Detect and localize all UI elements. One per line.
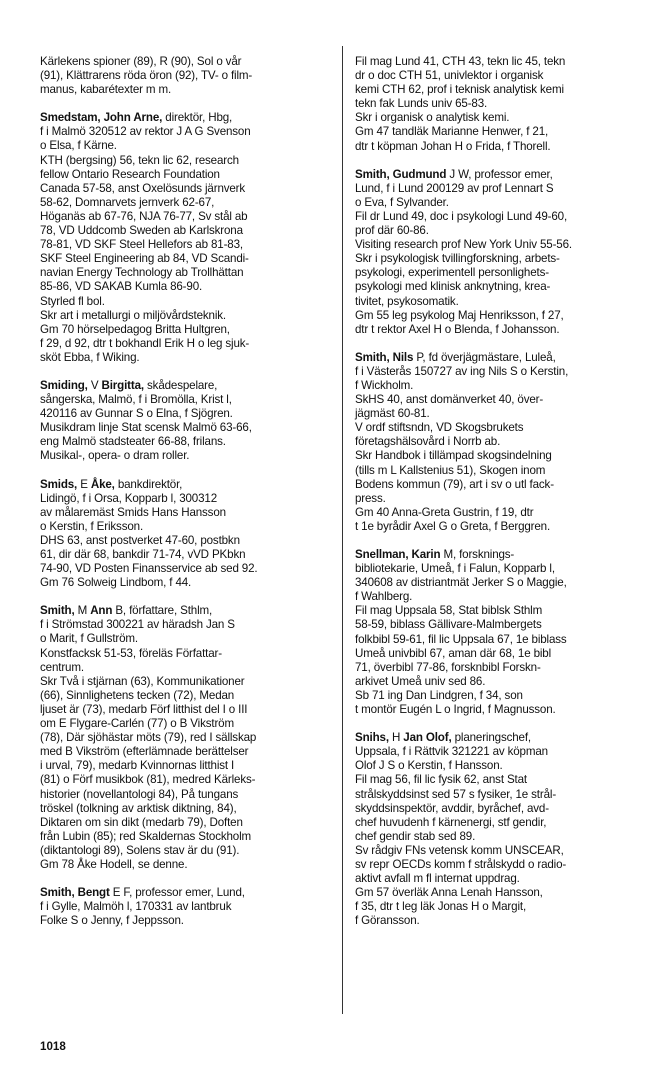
text-line: [355, 449, 651, 463]
entry-text: Gm 40 Anna-Greta Gustrin, f 19, dtr: [355, 505, 534, 519]
text-line: [355, 224, 651, 238]
entry-name: Smiding,: [40, 378, 88, 392]
entry-text: av målaremäst Smids Hans Hansson: [40, 505, 226, 519]
text-line: [40, 154, 332, 168]
entry-text: V ordf stiftsndn, VD Skogsbrukets: [355, 421, 524, 435]
page-number: 1018: [40, 1040, 66, 1053]
entry-text: Gm 76 Solweig Lindbom, f 44.: [40, 576, 192, 590]
text-line: [40, 604, 332, 618]
entry-text: skyddsinspektör, avddir, byråchef, avd-: [355, 801, 549, 815]
text-line: [355, 689, 651, 703]
entry-text: arkivet Umeå univ sed 86.: [355, 674, 486, 688]
entry-text: dr o doc CTH 51, univlektor i organisk: [355, 69, 544, 83]
entry-text: sköt Ebba, f Wiking.: [40, 350, 140, 364]
entry-text: Gm 57 överläk Anna Lenah Hansson,: [355, 886, 543, 900]
text-line: [40, 323, 332, 337]
text-line: [355, 633, 651, 647]
entry-text: (66), Sinnlighetens tecken (72), Medan: [40, 688, 235, 702]
entry-text: Musikdram linje Stat scensk Malmö 63-66,: [40, 421, 252, 435]
entry-text: Diktaren om sin dikt (medarb 79), Doften: [40, 815, 243, 829]
entry-text: centrum.: [40, 660, 84, 674]
entry-text: Skr Två i stjärnan (63), Kommunikationer: [40, 674, 245, 688]
entry-text: Konstfacksk 51-53, föreläs Författar-: [40, 646, 222, 660]
entry-text: sv repr OECDs komm f strålskydd o radio-: [355, 857, 567, 871]
text-line: [355, 590, 651, 604]
entry-text: press.: [355, 491, 386, 505]
text-line: [40, 788, 332, 802]
text-line: [355, 421, 651, 435]
entry-name: Snellman, Karin: [355, 548, 441, 561]
entry-text: tekn fak Lunds univ 65-83.: [355, 97, 488, 111]
entry-text: kemi CTH 62, prof i teknisk analytisk kemi: [355, 83, 564, 97]
text-line: [355, 140, 651, 154]
text-line: [40, 210, 332, 224]
entry-name: Smith,: [40, 604, 75, 618]
entry-text: fellow Ontario Research Foundation: [40, 167, 220, 181]
text-line: [40, 139, 332, 153]
biography-entry: [40, 478, 332, 591]
entry-text: Uppsala, f i Rättvik 321221 av köpman: [355, 745, 548, 759]
entry-text: tröskel (tolkning av arktisk diktning, 84),: [40, 801, 237, 815]
text-line: [40, 717, 332, 731]
entry-text: SkHS 40, anst domänverket 40, över-: [355, 393, 544, 407]
text-line: [355, 675, 651, 689]
entry-text: Canada 57-58, anst Oxelösunds järnverk: [40, 181, 246, 195]
text-line: [40, 224, 332, 238]
biography-entry: [355, 55, 651, 154]
entry-text: Musikal-, opera- o dram roller.: [40, 449, 190, 463]
biography-entry: [40, 55, 332, 97]
text-line: [40, 632, 332, 646]
text-line: [40, 69, 332, 83]
entry-text: DHS 63, anst postverket 47-60, postbkn: [40, 533, 240, 547]
text-line: [40, 618, 332, 632]
entry-text: SKF Steel Engineering ab 84, VD Scandi-: [40, 252, 249, 266]
entry-text: planeringschef,: [451, 731, 531, 745]
entry-text: Gm 47 tandläk Marianne Henwer, f 21,: [355, 125, 549, 139]
text-line: [40, 83, 332, 97]
text-line: [40, 886, 332, 900]
entry-text: Umeå univbibl 67, aman där 68, 1e bibl: [355, 646, 552, 660]
entry-name: Smith, Bengt: [40, 886, 110, 900]
text-line: [355, 802, 651, 816]
entry-text: psykologi, experimentell personlighets-: [355, 266, 549, 280]
text-line: [355, 351, 651, 365]
text-line: [40, 647, 332, 661]
text-line: [40, 337, 332, 351]
entry-text: E F, professor emer, Lund,: [109, 886, 245, 900]
text-line: [40, 125, 332, 139]
text-line: [40, 703, 332, 717]
text-line: [355, 703, 651, 717]
entry-text: 85-86, VD SAKAB Kumla 86-90.: [40, 280, 203, 294]
text-line: [40, 492, 332, 506]
entry-text: B, författare, Sthlm,: [112, 604, 213, 618]
entry-text: (91), Klättrarens röda öron (92), TV- o film-: [40, 69, 253, 83]
text-line: [355, 111, 651, 125]
entry-name: Smids,: [40, 477, 78, 491]
left-column: [40, 55, 332, 942]
entry-text: t 1e byrådir Axel G o Greta, f Berggren.: [355, 519, 551, 533]
text-line: [40, 830, 332, 844]
text-line: [355, 618, 651, 632]
biography-entry: [40, 111, 332, 365]
text-line: [40, 844, 332, 858]
entry-text: Sb 71 ing Dan Lindgren, f 34, son: [355, 688, 523, 702]
entry-text: t montör Eugén L o Ingrid, f Magnusson.: [355, 703, 556, 717]
entry-text: Fil mag 56, fil lic fysik 62, anst Stat: [355, 773, 527, 787]
text-line: [355, 604, 651, 618]
entry-text: Lidingö, f i Orsa, Kopparb l, 300312: [40, 491, 217, 505]
text-line: [355, 125, 651, 139]
entry-text: f 29, d 92, dtr t bokhandl Erik H o leg sjuk-: [40, 336, 250, 350]
entry-text: Skr i psykologisk tvillingforskning, arbets-: [355, 252, 560, 266]
entry-text: eng Malmö stadsteater 66-88, frilans.: [40, 435, 226, 449]
entry-text: 58-62, Domnarvets jernverk 62-67,: [40, 195, 215, 209]
biography-entry: [40, 604, 332, 872]
entry-text: Gm 70 hörselpedagog Britta Hultgren,: [40, 322, 230, 336]
entry-text: f i Malmö 320512 av rektor J A G Svenson: [40, 125, 251, 139]
entry-text: Olof J S o Kerstin, f Hansson.: [355, 759, 503, 773]
entry-text: f i Gylle, Malmöh l, 170331 av lantbruk: [40, 900, 232, 914]
entry-text: Skr i organisk o analytisk kemi.: [355, 111, 510, 125]
entry-text: folkbibl 59-61, fil lic Uppsala 67, 1e biblass: [355, 632, 567, 646]
text-line: [355, 69, 651, 83]
entry-text: Gm 78 Åke Hodell, se denne.: [40, 857, 188, 871]
text-line: [355, 407, 651, 421]
entry-text: med B Vikström (efterlämnade berättelser: [40, 745, 249, 759]
entry-text: bankdirektör,: [114, 477, 183, 491]
text-line: [355, 731, 651, 745]
text-line: [355, 196, 651, 210]
entry-text: Sv rådgiv FNs vetensk komm UNSCEAR,: [355, 843, 564, 857]
text-line: [40, 745, 332, 759]
entry-text: Skr Handbok i tillämpad skogsindelning: [355, 449, 552, 463]
entry-text: chef gendir stab sed 89.: [355, 829, 476, 843]
text-line: [40, 520, 332, 534]
entry-text: Gm 55 leg psykolog Maj Henriksson, f 27,: [355, 308, 564, 322]
text-line: [40, 280, 332, 294]
text-line: [40, 393, 332, 407]
biography-entry: [355, 168, 651, 337]
text-line: [355, 97, 651, 111]
entry-text: manus, kabarétexter m m.: [40, 83, 172, 97]
entry-text: Fil dr Lund 49, doc i psykologi Lund 49-60,: [355, 209, 568, 223]
entry-text: f i Västerås 150727 av ing Nils S o Kerstin,: [355, 364, 569, 378]
text-line: [40, 731, 332, 745]
text-line: [355, 830, 651, 844]
text-line: [355, 900, 651, 914]
text-line: [355, 858, 651, 872]
entry-text: Fil mag Lund 41, CTH 43, tekn lic 45, tekn: [355, 55, 566, 68]
entry-text: Folke S o Jenny, f Jeppsson.: [40, 914, 184, 928]
entry-name: Jan Olof,: [403, 731, 452, 745]
entry-text: chef huvudenh f kärnenergi, stf gendir,: [355, 815, 547, 829]
text-line: [355, 238, 651, 252]
biography-entry: [40, 379, 332, 464]
text-line: [355, 365, 651, 379]
entry-text: jägmäst 60-81.: [355, 407, 430, 421]
text-line: [355, 506, 651, 520]
text-line: [355, 562, 651, 576]
entry-text: o Eva, f Sylvander.: [355, 195, 449, 209]
text-line: [40, 548, 332, 562]
entry-text: ljuset är (73), medarb Förf litthist del I o III: [40, 702, 248, 716]
entry-name: Smith, Gudmund: [355, 167, 447, 181]
right-column: [355, 55, 651, 942]
entry-name: Snihs,: [355, 731, 389, 745]
entry-text: från Lubin (85); red Skaldernas Stockholm: [40, 829, 252, 843]
text-line: [40, 576, 332, 590]
entry-text: företagshälsovård i Norrb ab.: [355, 435, 501, 449]
text-line: [355, 478, 651, 492]
entry-text: f Göransson.: [355, 914, 420, 928]
entry-text: J W, professor emer,: [446, 167, 553, 181]
entry-text: o Marit, f Gullström.: [40, 632, 138, 646]
entry-text: bibliotekarie, Umeå, f i Falun, Kopparb l,: [355, 562, 555, 576]
text-line: [355, 520, 651, 534]
text-line: [40, 858, 332, 872]
entry-text: i urval, 79), medarb Kvinnornas litthist I: [40, 759, 235, 773]
entry-text: (78), Där sjöhästar möts (79), red I sällskap: [40, 731, 257, 745]
entry-text: dtr t köpman Johan H o Frida, f Thorell.: [355, 139, 551, 153]
entry-text: Höganäs ab 67-76, NJA 76-77, Sv stål ab: [40, 209, 248, 223]
entry-text: direktör, Hbg,: [162, 111, 233, 125]
entry-text: dtr t rektor Axel H o Blenda, f Johansson.: [355, 322, 560, 336]
text-line: [355, 661, 651, 675]
text-line: [40, 675, 332, 689]
text-line: [355, 788, 651, 802]
text-line: [40, 182, 332, 196]
text-line: [40, 421, 332, 435]
entry-text: Kärlekens spioner (89), R (90), Sol o vår: [40, 55, 242, 68]
text-line: [355, 379, 651, 393]
text-line: [355, 83, 651, 97]
text-line: [40, 295, 332, 309]
text-line: [355, 759, 651, 773]
entry-text: E: [77, 477, 91, 491]
entry-text: f 35, dtr t leg läk Jonas H o Margit,: [355, 900, 527, 914]
entry-text: M: [74, 604, 91, 618]
text-line: [40, 759, 332, 773]
text-line: [355, 280, 651, 294]
text-line: [40, 111, 332, 125]
text-line: [40, 689, 332, 703]
entry-text: o Kerstin, f Eriksson.: [40, 519, 144, 533]
entry-text: 61, dir där 68, bankdir 71-74, vVD PKbkn: [40, 548, 246, 561]
text-line: [355, 548, 651, 562]
entry-text: 58-59, biblass Gällivare-Malmbergets: [355, 618, 542, 632]
entry-text: H: [388, 731, 404, 745]
text-line: [355, 816, 651, 830]
text-line: [355, 872, 651, 886]
entry-text: sångerska, Malmö, f i Bromölla, Krist l,: [40, 393, 232, 407]
biography-entry: [355, 731, 651, 928]
entry-name: Birgitta,: [101, 378, 144, 392]
entry-text: om E Flygare-Carlén (77) o B Vikström: [40, 717, 234, 731]
text-line: [40, 196, 332, 210]
text-line: [40, 661, 332, 675]
text-line: [40, 435, 332, 449]
text-line: [355, 252, 651, 266]
entry-text: Lund, f i Lund 200129 av prof Lennart S: [355, 181, 554, 195]
text-line: [355, 844, 651, 858]
entry-text: prof där 60-86.: [355, 224, 429, 238]
text-line: [40, 914, 332, 928]
entry-text: KTH (bergsing) 56, tekn lic 62, research: [40, 153, 239, 167]
entry-text: f Wahlberg.: [355, 590, 413, 604]
entry-text: f Wickholm.: [355, 378, 414, 392]
entry-text: Styrled fl bol.: [40, 294, 105, 308]
text-line: [40, 816, 332, 830]
text-line: [40, 266, 332, 280]
entry-name: Åke,: [90, 477, 115, 491]
text-line: [355, 393, 651, 407]
text-line: [355, 576, 651, 590]
entry-text: 74-90, VD Posten Finansservice ab sed 92.: [40, 562, 258, 576]
entry-text: 78-81, VD SKF Steel Hellefors ab 81-83,: [40, 238, 243, 252]
text-line: [40, 478, 332, 492]
text-line: [355, 886, 651, 900]
text-line: [40, 802, 332, 816]
text-line: [355, 745, 651, 759]
text-line: [355, 295, 651, 309]
text-line: [40, 773, 332, 787]
text-line: [40, 351, 332, 365]
entry-text: skådespelare,: [143, 378, 218, 392]
text-line: [40, 506, 332, 520]
text-line: [40, 379, 332, 393]
entry-text: Bodens kommun (79), art i sv o utl fack-: [355, 477, 554, 491]
text-line: [40, 168, 332, 182]
entry-text: strålskyddsinst sed 57 s fysiker, 1e strål-: [355, 787, 557, 801]
text-line: [40, 562, 332, 576]
text-line: [355, 182, 651, 196]
entry-text: 78, VD Uddcomb Sweden ab Karlskrona: [40, 224, 243, 238]
entry-text: (tills m L Kallstenius 51), Skogen inom: [355, 463, 546, 477]
text-line: [40, 252, 332, 266]
text-line: [40, 900, 332, 914]
entry-text: psykologi med klinisk anknytning, krea-: [355, 280, 551, 294]
entry-text: (diktantologi 89), Solens stav är du (91).: [40, 843, 240, 857]
text-line: [355, 309, 651, 323]
text-line: [355, 210, 651, 224]
text-line: [355, 323, 651, 337]
text-line: [355, 647, 651, 661]
entry-text: navian Energy Technology ab Trollhättan: [40, 266, 244, 280]
entry-text: V: [87, 378, 102, 392]
text-line: [40, 55, 332, 69]
entry-text: M, forsknings-: [440, 548, 515, 561]
text-line: [355, 435, 651, 449]
entry-text: aktivt avfall m fl internat uppdrag.: [355, 872, 520, 886]
text-line: [40, 407, 332, 421]
entry-text: Fil mag Uppsala 58, Stat biblsk Sthlm: [355, 604, 543, 618]
text-line: [355, 464, 651, 478]
biography-entry: [355, 351, 651, 534]
text-line: [355, 266, 651, 280]
text-line: [355, 168, 651, 182]
entry-name: Smith, Nils: [355, 350, 414, 364]
text-line: [355, 492, 651, 506]
text-line: [355, 55, 651, 69]
text-line: [355, 914, 651, 928]
entry-name: Smedstam, John Arne,: [40, 111, 163, 125]
text-line: [40, 238, 332, 252]
entry-text: f i Strömstad 300221 av häradsh Jan S: [40, 618, 235, 632]
entry-text: 420116 av Gunnar S o Elna, f Sjögren.: [40, 407, 233, 421]
text-line: [355, 773, 651, 787]
entry-text: o Elsa, f Kärne.: [40, 139, 117, 153]
entry-text: Skr art i metallurgi o miljövårdsteknik.: [40, 308, 226, 322]
biography-entry: [40, 886, 332, 928]
entry-text: 71, överbibl 77-86, forsknbibl Forskn-: [355, 660, 541, 674]
entry-text: tivitet, psykosomatik.: [355, 294, 459, 308]
entry-text: (81) o Förf musikbok (81), medred Kärleks-: [40, 773, 256, 787]
column-divider: [342, 46, 343, 1014]
entry-text: P, fd överjägmästare, Luleå,: [413, 350, 556, 364]
entry-text: historier (novellantologi 84), På tungans: [40, 787, 239, 801]
entry-text: 340608 av distriantmät Jerker S o Maggie,: [355, 576, 567, 590]
biography-entry: [355, 548, 651, 717]
text-line: [40, 309, 332, 323]
entry-text: Visiting research prof New York Univ 55-56.: [355, 238, 572, 252]
entry-name: Ann: [90, 604, 113, 618]
text-line: [40, 534, 332, 548]
text-line: [40, 449, 332, 463]
